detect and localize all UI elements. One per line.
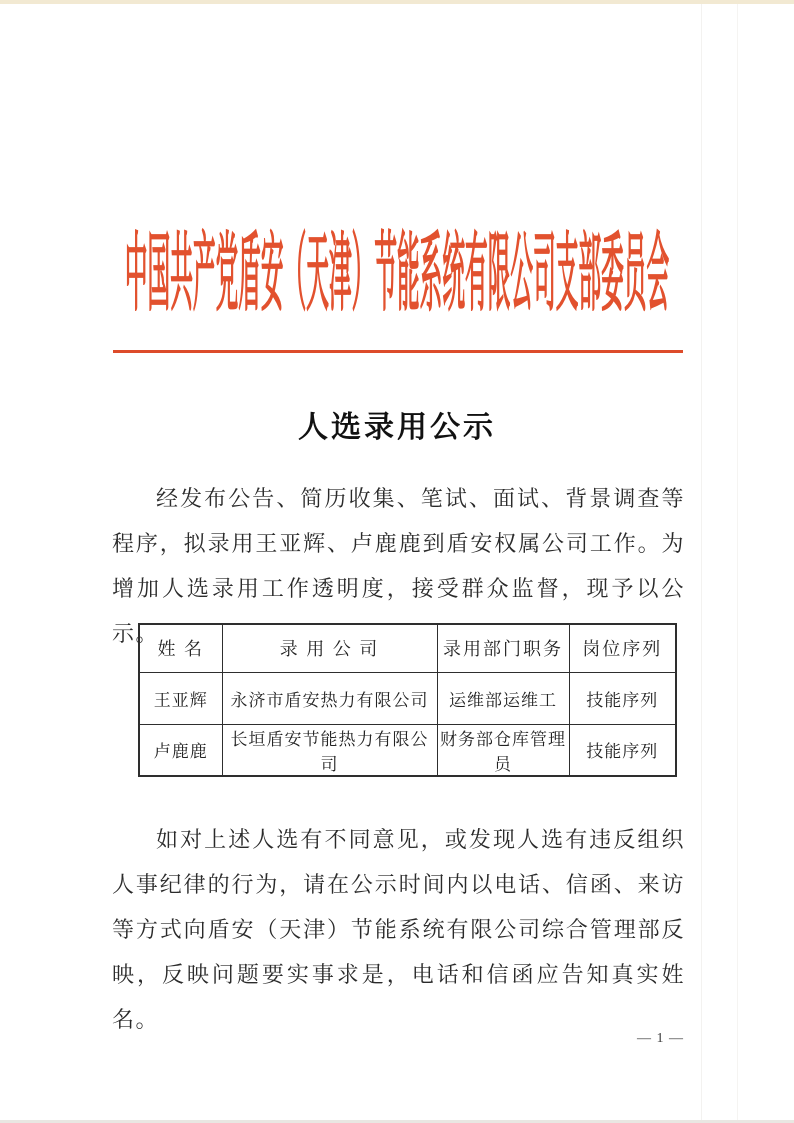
cell-department: 运维部运维工 xyxy=(437,672,569,724)
table-row xyxy=(139,724,676,776)
cell-name: 王亚辉 xyxy=(139,672,222,724)
header-cell-company: 录 用 公 司 xyxy=(222,624,437,672)
document-title: 人选录用公示 xyxy=(298,411,496,444)
scan-fold-line xyxy=(737,4,738,1120)
cell-series: 技能序列 xyxy=(569,724,676,776)
letterhead-divider xyxy=(113,350,683,353)
letterhead xyxy=(0,227,794,322)
table-row xyxy=(139,672,676,724)
cell-name: 卢鹿鹿 xyxy=(139,724,222,776)
cell-series: 技能序列 xyxy=(569,672,676,724)
feedback-paragraph: 如对上述人选有不同意见，或发现人选有违反组织人事纪律的行为，请在公示时间内以电话、信函、来访等方式向盾安（天津）节能系统有限公司综合管理部反映，反映问题要实事求是，电话和信函应告知真实姓名。 xyxy=(112,827,685,1032)
table-header-row xyxy=(139,624,676,672)
cell-company: 永济市盾安热力有限公司 xyxy=(222,672,437,724)
cell-department: 财务部仓库管理员 xyxy=(437,724,569,776)
letterhead-org-name: 中国共产党盾安（天津）节能系统有限公司支部委员会 xyxy=(124,227,670,322)
header-cell-series: 岗位序列 xyxy=(569,624,676,672)
cell-company: 长垣盾安节能热力有限公司 xyxy=(222,724,437,776)
header-cell-department: 录用部门职务 xyxy=(437,624,569,672)
page-number: — 1 — xyxy=(637,1031,684,1046)
recruitment-table xyxy=(138,623,677,777)
header-cell-name: 姓 名 xyxy=(139,624,222,672)
scan-edge-top xyxy=(0,0,794,4)
scan-fold-line xyxy=(701,4,702,1120)
intro-paragraph: 经发布公告、简历收集、笔试、面试、背景调查等程序，拟录用王亚辉、卢鹿鹿到盾安权属公司工作。为增加人选录用工作透明度，接受群众监督，现予以公示。 xyxy=(112,486,685,646)
